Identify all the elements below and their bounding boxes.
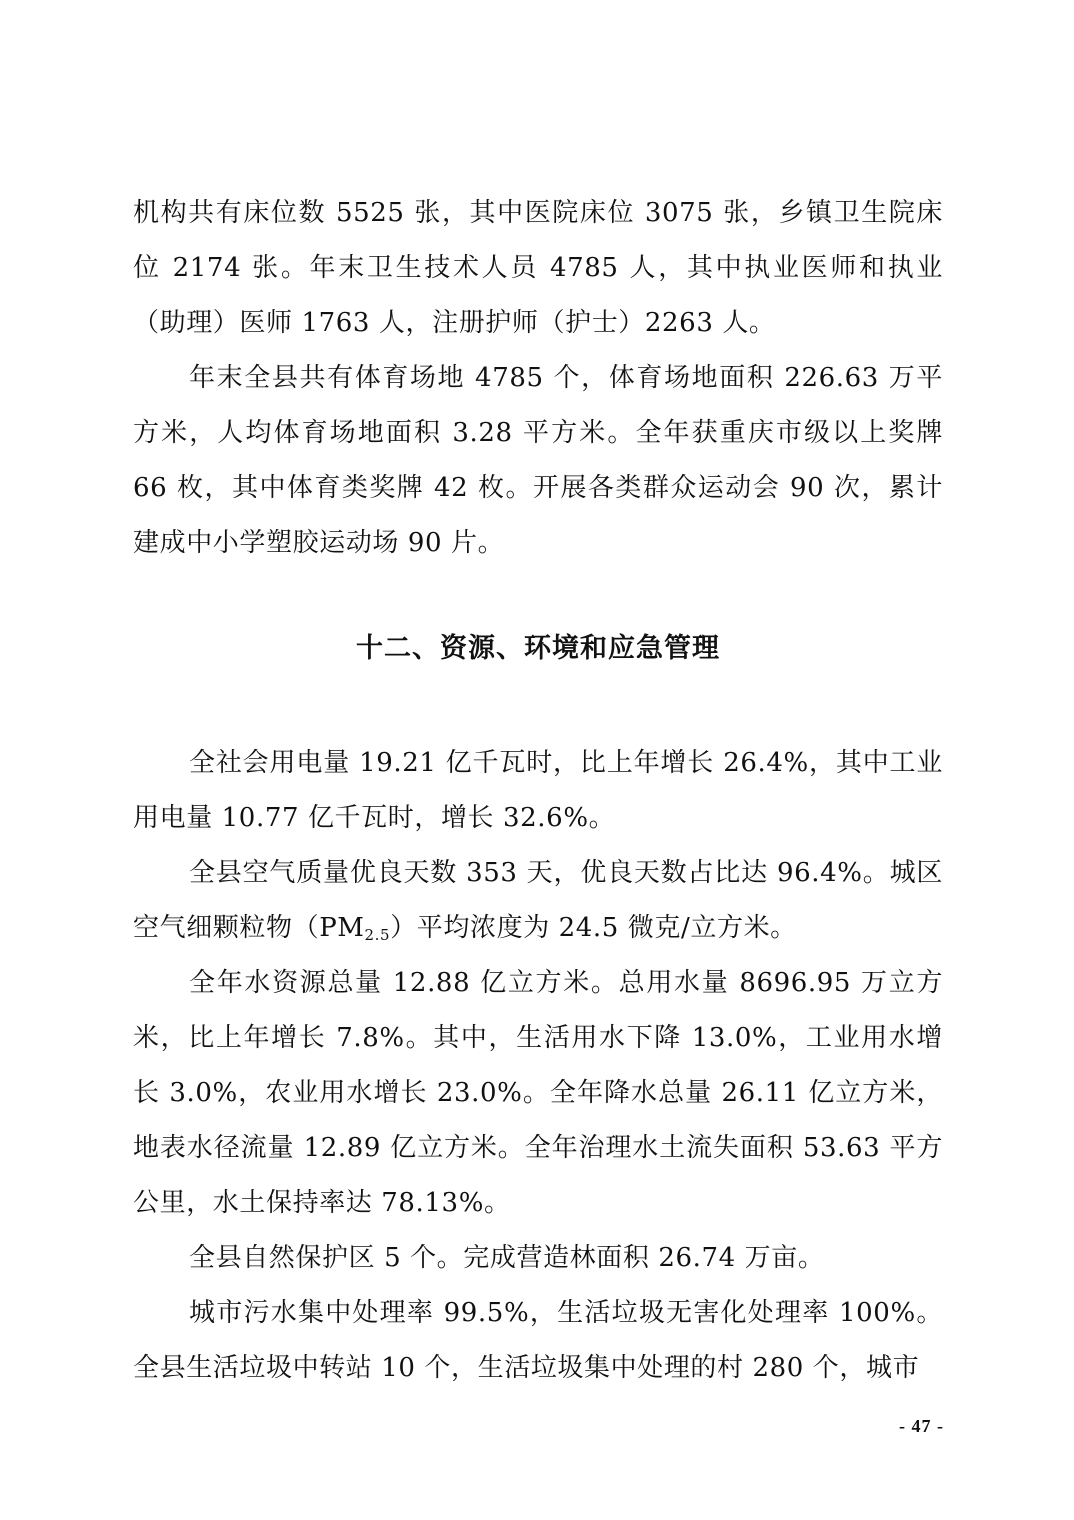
- paragraph-nature-reserves: 全县自然保护区 5 个。完成营造林面积 26.74 万亩。: [189, 1243, 825, 1273]
- air-quality-text-after: ）平均浓度为 24.5 微克/立方米。: [390, 913, 797, 943]
- pm-subscript: 2.5: [364, 926, 391, 944]
- paragraph-water-resources: 全年水资源总量 12.88 亿立方米。总用水量 8696.95 万立方米，比上年增长 7.8%。其中，生活用水下降 13.0%，工业用水增长 3.0%，农业用水增长 23.0%。全年降水总量 26.11 亿立方米，地表水径流量 12.89 亿立方米。全年治理水土流失面积 53.63 平方公里，水土保持率达 78.13%。: [133, 968, 943, 1218]
- page-body: [133, 186, 943, 1396]
- page-number: - 47 -: [899, 1416, 944, 1436]
- paragraph-electricity: 全社会用电量 19.21 亿千瓦时，比上年增长 26.4%，其中工业用电量 10.77 亿千瓦时，增长 32.6%。: [133, 748, 943, 833]
- spacer: [133, 676, 943, 736]
- paragraph-waste-treatment: 城市污水集中处理率 99.5%，生活垃圾无害化处理率 100%。全县生活垃圾中转站 10 个，生活垃圾集中处理的村 280 个，城市: [133, 1298, 943, 1383]
- spacer: [133, 571, 943, 621]
- section-heading: 十二、资源、环境和应急管理: [356, 633, 720, 664]
- paragraph-health-facilities: 机构共有床位数 5525 张，其中医院床位 3075 张，乡镇卫生院床位 2174 张。年末卫生技术人员 4785 人，其中执业医师和执业（助理）医师 1763 人，注册护师（护士）2263 人。: [133, 198, 943, 338]
- paragraph-air-quality: [133, 846, 943, 956]
- paragraph-sports-facilities: 年末全县共有体育场地 4785 个，体育场地面积 226.63 万平方米，人均体育场地面积 3.28 平方米。全年获重庆市级以上奖牌 66 枚，其中体育类奖牌 42 枚。开展各类群众运动会 90 次，累计建成中小学塑胶运动场 90 片。: [133, 363, 943, 558]
- air-quality-text-before: 全县空气质量优良天数 353 天，优良天数占比达 96.4%。城区空气细颗粒物（PM: [133, 858, 943, 943]
